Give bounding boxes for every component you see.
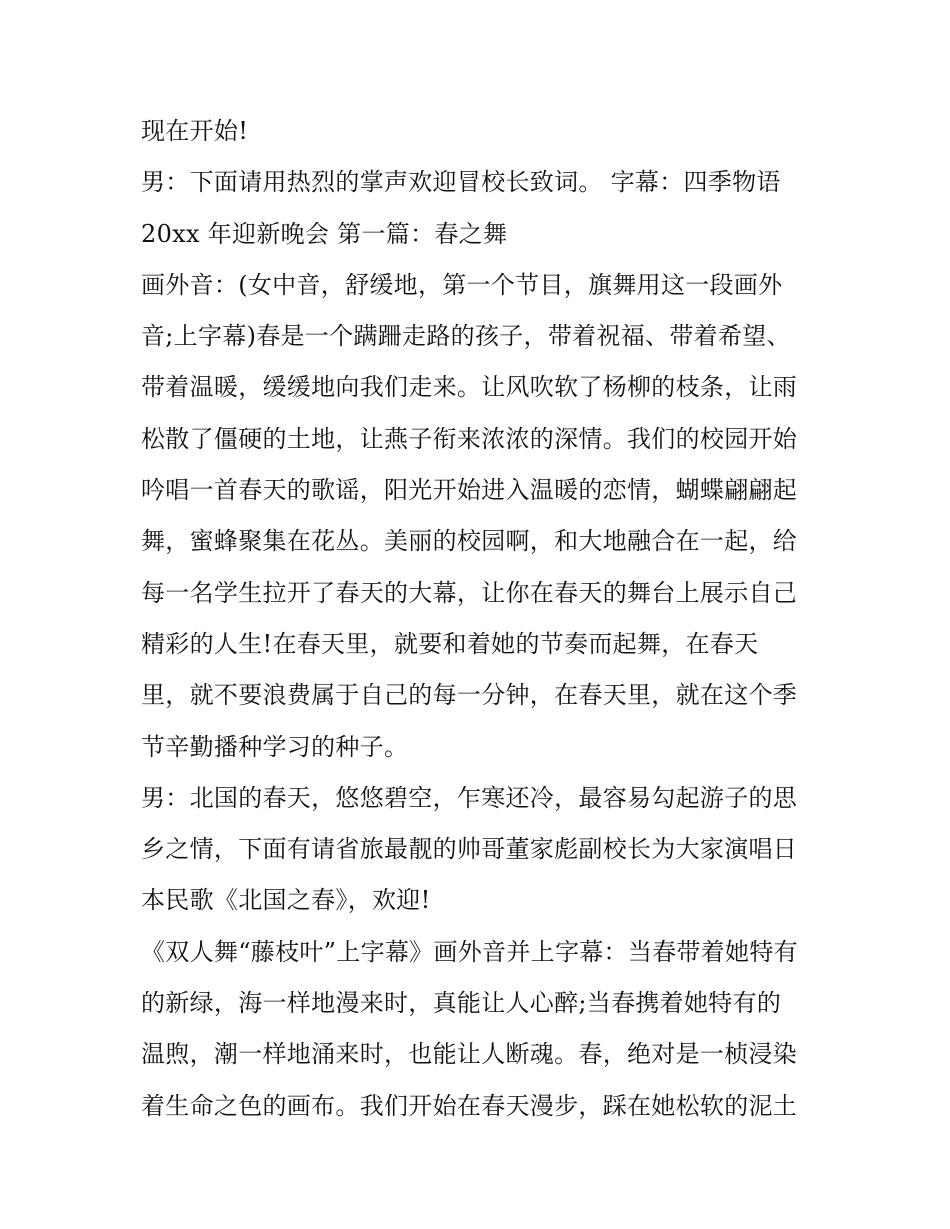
text-line: 着生命之色的画布。我们开始在春天漫步，踩在她松软的泥土	[141, 1091, 798, 1120]
text-line: 现在开始!	[141, 117, 249, 145]
text-line: 吟唱一首春天的歌谣，阳光开始进入温暖的恋情，蝴蝶翩翩起	[141, 476, 798, 505]
text-line: 舞，蜜蜂聚集在花丛。美丽的校园啊，和大地融合在一起，给	[141, 527, 798, 556]
text-line: 的新绿，海一样地漫来时，真能让人心醉;当春携着她特有的	[141, 989, 782, 1018]
text-line: 画外音：(女中音，舒缓地，第一个节目，旗舞用这一段画外	[141, 270, 783, 299]
text-line: 男：下面请用热烈的掌声欢迎冒校长致词。 字幕：四季物语	[141, 168, 781, 197]
text-line: 本民歌《北国之春》，欢迎!	[141, 886, 431, 915]
text-line: 音;上字幕)春是一个蹒跚走路的孩子，带着祝福、带着希望、	[141, 322, 791, 351]
text-line: 里，就不要浪费属于自己的每一分钟，在春天里，就在这个季	[141, 681, 798, 710]
text-line: 节辛勤播种学习的种子。	[141, 732, 409, 761]
text-line: 松散了僵硬的土地，让燕子衔来浓浓的深情。我们的校园开始	[141, 424, 798, 453]
document-body	[141, 106, 821, 1132]
text-line: 温煦，潮一样地涌来时，也能让人断魂。春，绝对是一桢浸染	[141, 1040, 798, 1069]
text-line: 乡之情，下面有请省旅最靓的帅哥董家彪副校长为大家演唱日	[141, 835, 798, 864]
text-line: 带着温暖，缓缓地向我们走来。让风吹软了杨柳的枝条，让雨	[141, 373, 798, 402]
text-line: 《双人舞“藤枝叶”上字幕》画外音并上字幕：当春带着她特有	[141, 937, 798, 966]
text-line: 精彩的人生!在春天里，就要和着她的节奏而起舞，在春天	[141, 629, 759, 658]
text-line: 20xx 年迎新晚会 第一篇：春之舞	[141, 219, 508, 248]
text-line: 男：北国的春天，悠悠碧空，乍寒还冷，最容易勾起游子的思	[141, 783, 798, 812]
text-line: 每一名学生拉开了春天的大幕，让你在春天的舞台上展示自己	[141, 578, 798, 607]
